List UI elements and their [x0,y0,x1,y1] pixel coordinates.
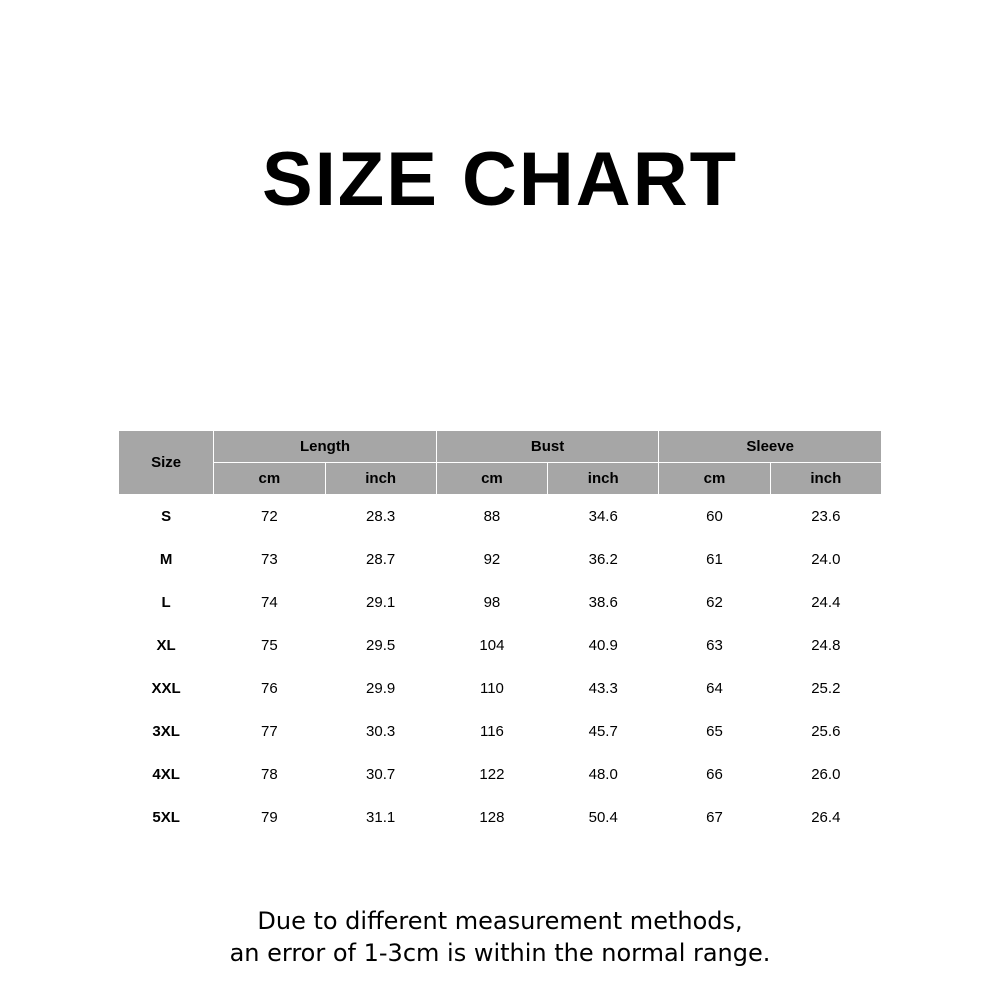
header-bust-inch: inch [548,463,659,495]
table-row [119,753,882,796]
cell-length-inch: 29.1 [325,581,436,624]
table-header-row-groups [119,431,882,463]
cell-bust-cm: 122 [436,753,547,796]
cell-bust-inch: 43.3 [548,667,659,710]
cell-sleeve-inch: 23.6 [770,495,881,538]
cell-bust-cm: 110 [436,667,547,710]
header-bust: Bust [436,431,659,463]
cell-length-cm: 79 [214,796,325,839]
cell-sleeve-cm: 65 [659,710,770,753]
cell-length-inch: 28.7 [325,538,436,581]
size-table [118,430,882,839]
header-size: Size [119,431,214,495]
cell-sleeve-inch: 24.0 [770,538,881,581]
cell-bust-cm: 116 [436,710,547,753]
size-table-container [118,430,882,839]
cell-length-inch: 29.9 [325,667,436,710]
table-row [119,538,882,581]
row-size-label: 3XL [119,710,214,753]
row-size-label: S [119,495,214,538]
note-line-2: an error of 1-3cm is within the normal range. [229,939,771,968]
header-sleeve-inch: inch [770,463,881,495]
cell-bust-cm: 128 [436,796,547,839]
cell-length-cm: 75 [214,624,325,667]
cell-length-cm: 73 [214,538,325,581]
header-length-inch: inch [325,463,436,495]
cell-sleeve-inch: 24.8 [770,624,881,667]
cell-length-inch: 29.5 [325,624,436,667]
cell-bust-inch: 38.6 [548,581,659,624]
cell-length-cm: 76 [214,667,325,710]
cell-bust-cm: 98 [436,581,547,624]
table-row [119,667,882,710]
cell-sleeve-inch: 26.0 [770,753,881,796]
table-row [119,495,882,538]
table-row [119,710,882,753]
cell-bust-inch: 45.7 [548,710,659,753]
cell-length-cm: 78 [214,753,325,796]
cell-bust-cm: 88 [436,495,547,538]
row-size-label: M [119,538,214,581]
cell-sleeve-cm: 64 [659,667,770,710]
cell-sleeve-inch: 25.6 [770,710,881,753]
table-row [119,581,882,624]
cell-length-cm: 72 [214,495,325,538]
row-size-label: XXL [119,667,214,710]
header-sleeve-cm: cm [659,463,770,495]
cell-bust-inch: 40.9 [548,624,659,667]
cell-sleeve-cm: 67 [659,796,770,839]
cell-sleeve-cm: 60 [659,495,770,538]
cell-bust-cm: 92 [436,538,547,581]
row-size-label: 4XL [119,753,214,796]
cell-bust-inch: 50.4 [548,796,659,839]
note-line-1: Due to different measurement methods, [257,907,743,935]
cell-length-cm: 74 [214,581,325,624]
cell-sleeve-cm: 66 [659,753,770,796]
row-size-label: L [119,581,214,624]
cell-bust-inch: 34.6 [548,495,659,538]
cell-length-cm: 77 [214,710,325,753]
cell-length-inch: 28.3 [325,495,436,538]
table-row [119,624,882,667]
row-size-label: XL [119,624,214,667]
cell-length-inch: 31.1 [325,796,436,839]
cell-sleeve-cm: 61 [659,538,770,581]
page-title: SIZE CHART [262,137,738,222]
cell-bust-inch: 48.0 [548,753,659,796]
header-sleeve: Sleeve [659,431,882,463]
cell-bust-cm: 104 [436,624,547,667]
cell-sleeve-inch: 25.2 [770,667,881,710]
row-size-label: 5XL [119,796,214,839]
measurement-note [0,905,1000,970]
header-length-cm: cm [214,463,325,495]
cell-bust-inch: 36.2 [548,538,659,581]
cell-sleeve-cm: 63 [659,624,770,667]
table-header-row-units [119,463,882,495]
table-row [119,796,882,839]
header-bust-cm: cm [436,463,547,495]
cell-sleeve-cm: 62 [659,581,770,624]
header-length: Length [214,431,437,463]
cell-sleeve-inch: 24.4 [770,581,881,624]
cell-sleeve-inch: 26.4 [770,796,881,839]
cell-length-inch: 30.7 [325,753,436,796]
cell-length-inch: 30.3 [325,710,436,753]
